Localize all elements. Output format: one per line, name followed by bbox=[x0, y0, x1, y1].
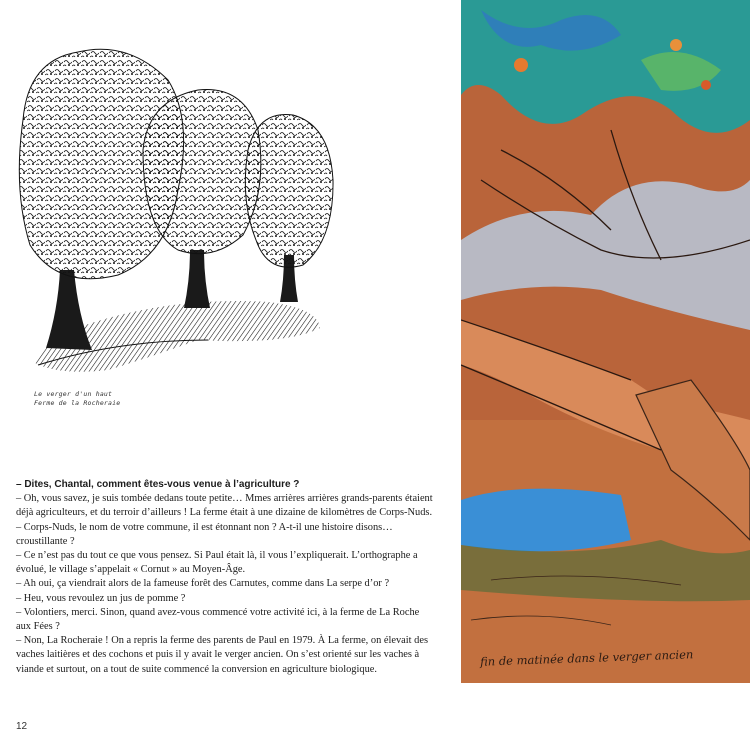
dialogue-line: – Ce n’est pas du tout ce que vous pensez. Si Paul était là, il vous l’expliquerait. L’orthographe a évolué, le village s’appelait « Cornut » au Moyen-Âge. bbox=[16, 550, 418, 576]
painting-inscription: fin de matinée dans le verger ancien bbox=[479, 647, 694, 669]
orchard-ink-sketch bbox=[18, 40, 336, 390]
sketch-caption bbox=[34, 390, 154, 408]
dialogue-line: – Dites, Chantal, comment êtes-vous venue à l’agriculture ? bbox=[16, 479, 300, 490]
apple-dot bbox=[670, 39, 682, 51]
blue-ground-stroke bbox=[461, 489, 631, 552]
page-number: 12 bbox=[16, 721, 28, 732]
dialogue-line: – Oh, vous savez, je suis tombée dedans toute petite… Mmes arrières arrières grands-parents étaient déjà agriculteurs, et du terroir d’ailleurs ! La ferme était à une dizaine de kilomètres de Corps-Nuds. bbox=[16, 493, 433, 519]
dialogue-line: – Non, La Rocheraie ! On a repris la ferme des parents de Paul en 1979. À La ferme, on élevait des vaches laitières et des cochons et puis il y avait le verger ancien. On s’est orienté sur les vaches à viande et surtout, on a tout de suite commencé la conversion en agriculture biologique. bbox=[16, 635, 429, 675]
interview-dialogue bbox=[16, 478, 436, 677]
tree-background bbox=[245, 114, 333, 302]
dialogue-line: – Heu, vous revoulez un jus de pomme ? bbox=[16, 592, 186, 604]
dialogue-line: – Volontiers, merci. Sinon, quand avez-vous commencé votre activité ici, à la ferme de La Roche aux Fées ? bbox=[16, 606, 420, 633]
caption-line-1: Le verger d'un haut bbox=[34, 390, 113, 398]
apple-dot bbox=[701, 80, 711, 90]
caption-line-2: Ferme de la Rocheraie bbox=[34, 399, 121, 407]
orchard-painting bbox=[461, 0, 750, 683]
dialogue-line: – Ah oui, ça viendrait alors de la fameuse forêt des Carnutes, comme dans La serpe d’or ? bbox=[16, 578, 390, 590]
tree-middle bbox=[143, 90, 261, 309]
apple-dot bbox=[514, 58, 528, 72]
dialogue-line: – Corps-Nuds, le nom de votre commune, il est étonnant non ? A-t-il une histoire disons… croustillante ? bbox=[16, 521, 393, 547]
